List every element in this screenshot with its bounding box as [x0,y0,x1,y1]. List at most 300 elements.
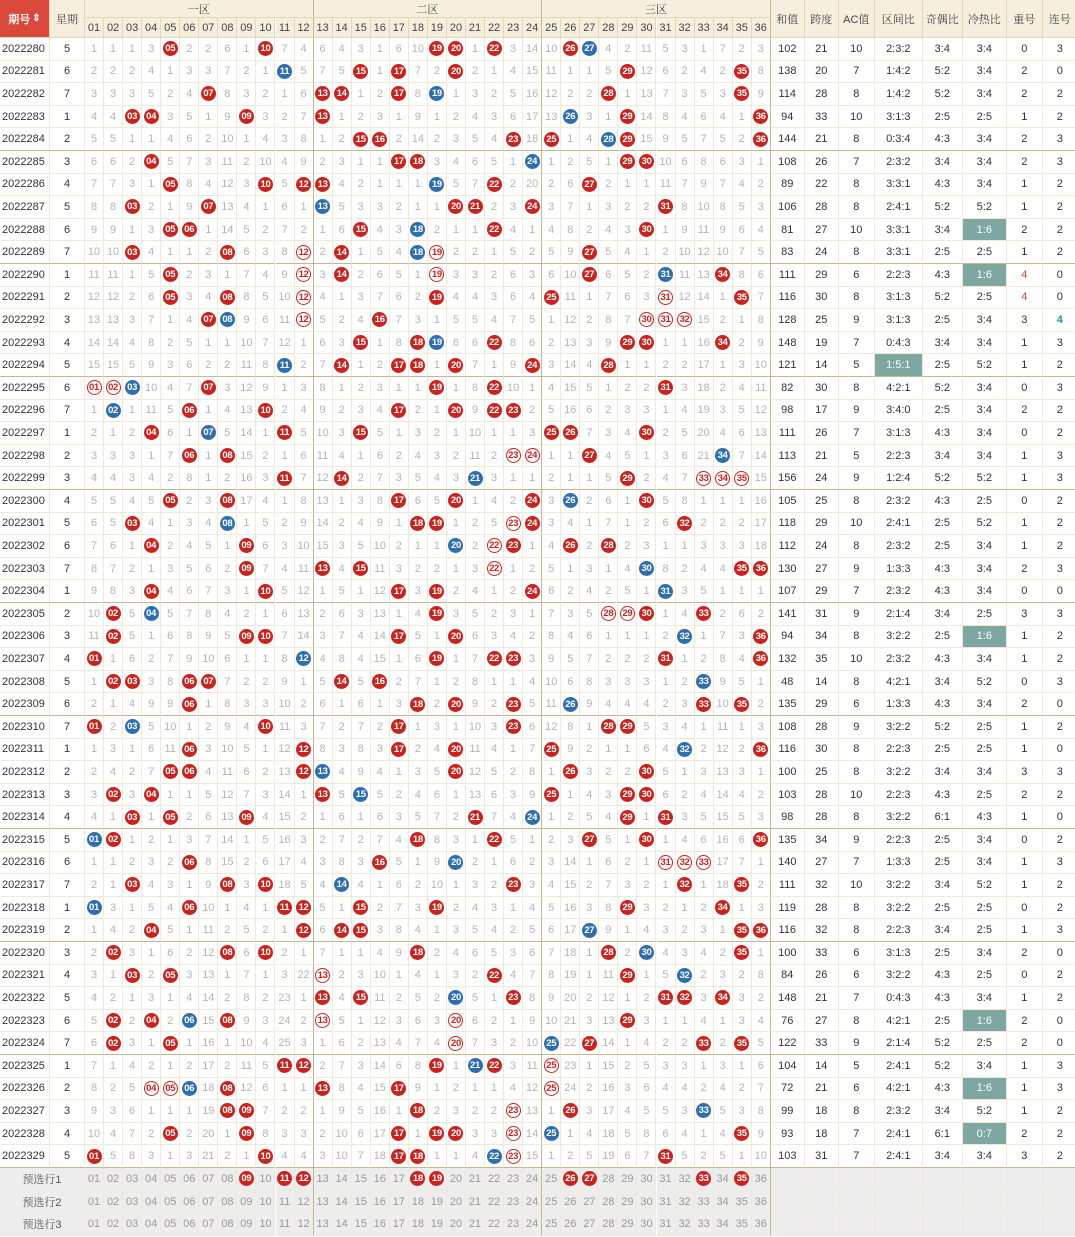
preset-number-cell[interactable]: 22 [485,1191,504,1214]
miss-cell: 3 [523,648,542,671]
preset-number-cell[interactable]: 06 [180,1168,199,1191]
preset-number-cell[interactable]: 24 [523,1168,542,1191]
preset-number-cell[interactable]: 10 [256,1213,275,1236]
preset-number-cell[interactable]: 30 [637,1213,656,1236]
miss-cell: 1 [237,829,256,852]
miss-cell: 16 [752,490,771,513]
stat-cell: 122 [771,1032,805,1055]
miss-cell: 16 [561,897,580,920]
preset-number-cell[interactable]: 10 [256,1168,275,1191]
miss-cell: 9 [276,671,295,694]
stat-cell: 3:3:1 [875,174,923,197]
preset-number-cell[interactable]: 14 [333,1213,352,1236]
red-ball: 08 [220,245,235,260]
miss-cell: 2 [409,287,428,310]
miss-cell: 4 [523,287,542,310]
preset-number-cell[interactable] [295,1168,314,1191]
miss-cell [485,400,504,423]
red-ball: 06 [182,674,197,689]
preset-number-cell[interactable]: 26 [561,1213,580,1236]
preset-number-cell[interactable]: 11 [276,1191,295,1214]
preset-number-cell[interactable]: 01 [85,1213,104,1236]
miss-cell: 1 [218,965,237,988]
miss-cell: 3 [352,852,371,875]
red-ball: 04 [144,923,159,938]
miss-cell [676,309,695,332]
preset-number-cell[interactable]: 32 [676,1168,695,1191]
miss-cell: 3 [333,535,352,558]
miss-cell [390,61,409,84]
issue-column-header[interactable] [0,0,50,38]
preset-number-cell[interactable]: 06 [180,1213,199,1236]
selected-ball[interactable]: 19 [429,1171,444,1186]
red-ball: 33 [696,1036,711,1051]
preset-number-cell[interactable]: 22 [485,1213,504,1236]
preset-number-cell[interactable] [409,1168,428,1191]
preset-number-cell[interactable]: 02 [104,1168,123,1191]
preset-number-cell[interactable]: 36 [752,1191,771,1214]
miss-cell: 1 [390,603,409,626]
preset-number-cell[interactable]: 18 [409,1191,428,1214]
miss-cell [447,354,466,377]
preset-number-cell[interactable]: 19 [428,1213,447,1236]
miss-cell [657,648,676,671]
miss-cell: 8 [123,1145,142,1168]
number-column-header: 32 [676,18,695,38]
preset-number-cell[interactable]: 23 [504,1168,523,1191]
miss-cell [466,196,485,219]
preset-number-cell[interactable]: 29 [618,1168,637,1191]
preset-number-cell[interactable] [276,1168,295,1191]
preset-number-cell[interactable] [695,1168,714,1191]
miss-cell: 2 [733,965,752,988]
preset-number-cell[interactable]: 31 [657,1168,676,1191]
miss-cell: 4 [657,1078,676,1101]
preset-number-cell[interactable]: 24 [523,1213,542,1236]
number-column-header: 03 [123,18,142,38]
miss-cell: 10 [237,1032,256,1055]
preset-number-cell[interactable]: 26 [561,1191,580,1214]
miss-cell: 9 [714,219,733,242]
red-ball: 20 [448,199,463,214]
preset-number-cell[interactable]: 15 [352,1191,371,1214]
preset-number-cell[interactable]: 01 [85,1191,104,1214]
preset-number-cell[interactable]: 30 [637,1191,656,1214]
preset-number-cell[interactable] [561,1168,580,1191]
stat-cell: 4:3 [923,128,963,151]
selected-ball[interactable]: 09 [239,1171,254,1186]
miss-cell [504,400,523,423]
miss-cell [637,829,656,852]
miss-cell: 11 [295,558,314,581]
preset-number-cell[interactable]: 20 [447,1213,466,1236]
miss-cell: 5 [485,761,504,784]
miss-cell: 9 [161,693,180,716]
miss-cell: 4 [657,739,676,762]
miss-cell [352,219,371,242]
miss-cell: 1 [561,558,580,581]
preset-number-cell[interactable]: 18 [409,1213,428,1236]
number-column-header: 23 [504,18,523,38]
preset-number-cell[interactable]: 30 [637,1168,656,1191]
preset-number-cell[interactable]: 12 [295,1191,314,1214]
miss-cell: 17 [371,1123,390,1146]
miss-cell: 1 [161,1145,180,1168]
miss-cell: 3 [123,467,142,490]
miss-cell: 4 [104,106,123,129]
miss-cell: 2 [276,400,295,423]
preset-number-cell[interactable]: 09 [237,1191,256,1214]
preset-number-cell[interactable]: 14 [333,1191,352,1214]
miss-cell: 1 [561,784,580,807]
miss-cell: 1 [180,784,199,807]
preset-number-cell[interactable]: 10 [256,1191,275,1214]
selected-ball[interactable]: 27 [582,1171,597,1186]
miss-cell: 3 [447,829,466,852]
preset-number-cell[interactable]: 31 [657,1213,676,1236]
miss-cell [695,671,714,694]
miss-cell [561,693,580,716]
stat-cell: 0:7 [963,1123,1007,1146]
selected-ball[interactable]: 26 [563,1171,578,1186]
stat-cell: 2:3:2 [875,1100,923,1123]
red-ball: 13 [315,968,330,983]
miss-cell: 1 [409,174,428,197]
miss-cell: 2 [618,852,637,875]
miss-cell: 3 [542,354,561,377]
preset-number-cell[interactable]: 09 [237,1213,256,1236]
miss-cell: 2 [447,106,466,129]
stat-cell: 33 [805,106,839,129]
miss-cell: 5 [333,784,352,807]
miss-cell [428,648,447,671]
preset-number-cell[interactable]: 04 [142,1168,161,1191]
preset-number-cell[interactable]: 32 [676,1191,695,1214]
miss-cell [561,422,580,445]
miss-cell: 4 [714,1123,733,1146]
miss-cell: 9 [218,106,237,129]
miss-cell: 1 [161,784,180,807]
miss-cell [390,1123,409,1146]
preset-number-cell[interactable]: 05 [161,1213,180,1236]
preset-number-cell[interactable]: 28 [599,1191,618,1214]
miss-cell [237,535,256,558]
stat-cell: 6 [839,1078,875,1101]
miss-cell: 1 [752,852,771,875]
miss-cell: 8 [276,241,295,264]
miss-cell: 4 [180,83,199,106]
miss-cell: 1 [295,784,314,807]
preset-number-cell[interactable]: 32 [676,1213,695,1236]
sort-arrows-icon[interactable]: ⇕ [32,13,40,24]
preset-number-cell[interactable]: 08 [218,1168,237,1191]
preset-number-cell[interactable]: 08 [218,1213,237,1236]
preset-number-cell[interactable]: 36 [752,1168,771,1191]
preset-number-cell[interactable]: 23 [504,1191,523,1214]
preset-number-cell[interactable]: 25 [542,1213,561,1236]
miss-cell [428,83,447,106]
preset-number-cell[interactable]: 17 [390,1191,409,1214]
preset-number-cell[interactable]: 08 [218,1191,237,1214]
miss-cell: 1 [333,106,352,129]
miss-cell: 4 [142,467,161,490]
stat-cell: 27 [805,1010,839,1033]
preset-number-cell[interactable]: 29 [618,1191,637,1214]
preset-number-cell[interactable]: 21 [466,1213,485,1236]
miss-cell: 1 [714,490,733,513]
preset-number-cell[interactable]: 14 [333,1168,352,1191]
red-ball: 32 [677,877,692,892]
miss-cell: 1 [580,942,599,965]
red-ball: 33 [696,697,711,712]
preset-number-cell[interactable]: 04 [142,1213,161,1236]
stat-cell: 3:2:2 [875,897,923,920]
miss-cell [447,761,466,784]
stat-cell: 119 [771,897,805,920]
miss-cell: 6 [618,287,637,310]
miss-cell: 4 [256,490,275,513]
miss-cell: 2 [180,264,199,287]
miss-cell: 3 [447,919,466,942]
preset-number-cell[interactable]: 12 [295,1213,314,1236]
miss-cell: 1 [447,513,466,536]
stat-cell: 10 [839,106,875,129]
miss-cell [714,897,733,920]
miss-cell: 2 [428,942,447,965]
preset-number-cell[interactable]: 13 [314,1213,333,1236]
preset-number-cell[interactable]: 29 [618,1213,637,1236]
stat-cell: 2 [1043,784,1075,807]
red-ball: 20 [448,742,463,757]
miss-cell [276,422,295,445]
preset-number-cell[interactable]: 16 [371,1191,390,1214]
stat-cell: 2:4:1 [875,196,923,219]
preset-number-cell[interactable]: 16 [371,1168,390,1191]
red-ball: 11 [277,900,292,915]
preset-number-cell[interactable]: 04 [142,1191,161,1214]
preset-number-cell[interactable]: 15 [352,1213,371,1236]
preset-number-cell[interactable]: 07 [199,1191,218,1214]
miss-cell: 1 [447,219,466,242]
selected-ball[interactable]: 18 [410,1171,425,1186]
miss-cell: 5 [428,490,447,513]
miss-cell: 2 [695,648,714,671]
preset-number-cell[interactable]: 21 [466,1168,485,1191]
miss-cell: 5 [295,874,314,897]
preset-number-cell[interactable]: 36 [752,1213,771,1236]
preset-number-cell[interactable]: 13 [314,1168,333,1191]
selected-ball[interactable]: 33 [696,1171,711,1186]
preset-number-cell[interactable]: 23 [504,1213,523,1236]
stat-cell: 2 [1007,219,1043,242]
red-ball: 23 [506,516,521,531]
preset-number-cell[interactable]: 16 [371,1213,390,1236]
miss-cell [123,965,142,988]
miss-cell [657,287,676,310]
miss-cell: 11 [599,965,618,988]
selected-ball[interactable]: 35 [734,1171,749,1186]
miss-cell [599,535,618,558]
preset-number-cell[interactable]: 25 [542,1191,561,1214]
issue-number: 2022287 [0,196,50,219]
preset-number-cell[interactable]: 20 [447,1168,466,1191]
miss-cell: 3 [580,1100,599,1123]
miss-cell: 3 [104,739,123,762]
preset-number-cell[interactable]: 28 [599,1168,618,1191]
preset-number-cell[interactable]: 25 [542,1168,561,1191]
miss-cell: 3 [256,106,275,129]
red-ball: 30 [639,764,654,779]
miss-cell [85,829,104,852]
miss-cell: 10 [295,535,314,558]
miss-cell [352,987,371,1010]
preset-number-cell[interactable]: 03 [123,1168,142,1191]
preset-number-cell[interactable]: 31 [657,1191,676,1214]
stat-cell: 113 [771,445,805,468]
miss-cell [485,558,504,581]
preset-number-cell[interactable]: 28 [599,1213,618,1236]
preset-number-cell[interactable]: 15 [352,1168,371,1191]
preset-number-cell[interactable]: 27 [580,1213,599,1236]
preset-number-cell[interactable]: 33 [695,1191,714,1214]
miss-cell: 2 [542,829,561,852]
miss-cell: 2 [676,558,695,581]
preset-number-cell[interactable]: 02 [104,1213,123,1236]
selected-ball[interactable]: 11 [277,1171,292,1186]
miss-cell: 2 [352,174,371,197]
preset-number-cell[interactable]: 02 [104,1191,123,1214]
miss-cell: 1 [237,648,256,671]
preset-number-cell[interactable]: 06 [180,1191,199,1214]
preset-number-cell[interactable]: 05 [161,1191,180,1214]
weekday: 1 [50,739,85,762]
weekday: 3 [50,942,85,965]
red-ball: 17 [391,629,406,644]
red-ball: 05 [163,764,178,779]
preset-number-cell[interactable]: 01 [85,1168,104,1191]
miss-cell: 3 [371,196,390,219]
miss-cell: 2 [618,648,637,671]
miss-cell: 5 [333,196,352,219]
preset-number-cell[interactable]: 33 [695,1213,714,1236]
preset-number-cell[interactable]: 13 [314,1191,333,1214]
miss-cell: 5 [733,196,752,219]
preset-number-cell[interactable]: 34 [714,1168,733,1191]
red-ball: 03 [125,109,140,124]
miss-cell: 2 [295,1010,314,1033]
miss-cell: 4 [104,919,123,942]
red-ball: 15 [353,64,368,79]
preset-number-cell[interactable] [580,1168,599,1191]
preset-number-cell[interactable]: 17 [390,1213,409,1236]
miss-cell: 4 [333,987,352,1010]
miss-cell: 2 [466,241,485,264]
miss-cell: 2 [657,241,676,264]
miss-cell: 4 [542,219,561,242]
stat-cell: 1 [1007,196,1043,219]
miss-cell: 6 [161,422,180,445]
miss-cell: 3 [676,942,695,965]
miss-cell: 5 [237,919,256,942]
miss-cell [123,241,142,264]
preset-number-cell[interactable]: 17 [390,1168,409,1191]
miss-cell [733,1123,752,1146]
miss-cell: 1 [85,671,104,694]
miss-cell: 3 [428,151,447,174]
selected-ball[interactable]: 12 [296,1171,311,1186]
miss-cell: 4 [314,287,333,310]
preset-number-cell[interactable]: 03 [123,1213,142,1236]
miss-cell: 3 [199,490,218,513]
miss-cell: 4 [199,287,218,310]
miss-cell: 4 [714,422,733,445]
miss-cell: 8 [752,309,771,332]
stat-cell: 116 [771,919,805,942]
preset-number-cell[interactable]: 19 [428,1191,447,1214]
preset-number-cell[interactable]: 24 [523,1191,542,1214]
preset-number-cell[interactable]: 34 [714,1213,733,1236]
preset-number-cell[interactable] [237,1168,256,1191]
red-ball: 35 [734,86,749,101]
miss-cell: 10 [428,874,447,897]
blue-ball: 28 [601,132,616,147]
preset-number-cell[interactable]: 07 [199,1213,218,1236]
miss-cell: 5 [523,919,542,942]
preset-number-cell[interactable]: 11 [276,1213,295,1236]
miss-cell: 3 [504,942,523,965]
miss-cell: 13 [561,332,580,355]
miss-cell: 1 [333,897,352,920]
miss-cell: 9 [523,784,542,807]
miss-cell [485,965,504,988]
preset-number-cell[interactable]: 05 [161,1168,180,1191]
red-ball: 16 [372,674,387,689]
miss-cell [314,784,333,807]
weekday: 6 [50,219,85,242]
miss-cell: 3 [542,196,561,219]
preset-number-cell[interactable]: 27 [580,1191,599,1214]
miss-cell: 2 [599,174,618,197]
preset-number-cell[interactable] [428,1168,447,1191]
preset-number-cell[interactable]: 21 [466,1191,485,1214]
red-ball: 12 [296,267,311,282]
preset-number-cell[interactable]: 22 [485,1168,504,1191]
miss-cell: 5 [580,377,599,400]
miss-cell: 12 [542,716,561,739]
preset-number-cell[interactable]: 35 [733,1213,752,1236]
miss-cell: 1 [104,422,123,445]
preset-number-cell[interactable]: 34 [714,1191,733,1214]
miss-cell: 3 [657,716,676,739]
miss-cell: 4 [599,693,618,716]
stat-cell: 2:4:1 [875,513,923,536]
red-ball: 34 [715,990,730,1005]
miss-cell: 3 [714,535,733,558]
miss-cell: 8 [180,467,199,490]
preset-number-cell[interactable]: 20 [447,1191,466,1214]
preset-number-cell[interactable]: 07 [199,1168,218,1191]
preset-number-cell[interactable] [733,1168,752,1191]
miss-cell: 6 [180,128,199,151]
preset-number-cell[interactable]: 03 [123,1191,142,1214]
miss-cell: 10 [676,241,695,264]
preset-number-cell[interactable]: 35 [733,1191,752,1214]
preset-stat-cell [875,1168,923,1191]
miss-cell: 3 [580,761,599,784]
miss-cell: 4 [104,1123,123,1146]
red-ball: 19 [429,651,444,666]
number-column-header: 30 [637,18,656,38]
